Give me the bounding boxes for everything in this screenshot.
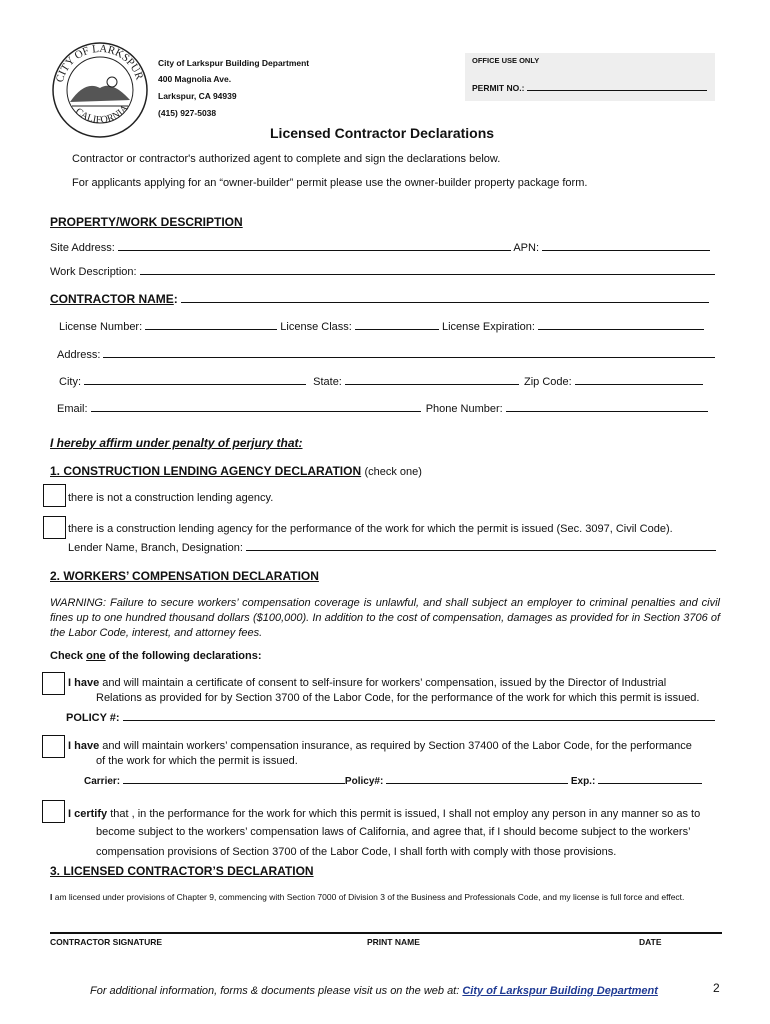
lending-check-one: (check one) bbox=[364, 466, 422, 478]
date-label: DATE bbox=[639, 937, 662, 947]
contractor-heading-row bbox=[50, 292, 709, 306]
exempt-checkbox[interactable] bbox=[42, 800, 65, 823]
signature-label: CONTRACTOR SIGNATURE bbox=[50, 937, 163, 947]
lending-yes-text: there is a construction lending agency for the performance of the work for which the permit is issued (Sec. 3097, Civil Code). bbox=[68, 523, 673, 535]
lending-no-checkbox[interactable] bbox=[43, 484, 66, 507]
intro-line-1: Contractor or contractor's authorized agent to complete and sign the declarations below. bbox=[72, 153, 501, 165]
licensed-text bbox=[50, 891, 720, 904]
permit-label-text: PERMIT NO.: bbox=[472, 83, 525, 93]
policy-row bbox=[66, 710, 715, 724]
exempt-line3: compensation provisions of Section 3700 of the Labor Code, I shall forth with comply with those provisions. bbox=[96, 846, 617, 858]
print-name-label: PRINT NAME bbox=[367, 937, 420, 947]
check-post: of the following declarations: bbox=[108, 650, 262, 662]
email-label: Email: bbox=[57, 403, 88, 415]
site-address-label: Site Address: bbox=[50, 242, 115, 254]
lending-heading-row bbox=[50, 464, 422, 478]
footer bbox=[90, 985, 658, 997]
footer-text: For additional information, forms & documents please visit us on the web at: bbox=[90, 985, 463, 997]
city-label: City: bbox=[59, 376, 81, 388]
lender-label: Lender Name, Branch, Designation: bbox=[68, 542, 243, 554]
exempt-text: that , in the performance for the work for which this permit is issued, I shall not employ any person in any manner so as to bbox=[107, 808, 701, 820]
apn-label: APN: bbox=[513, 242, 540, 254]
page-number: 2 bbox=[713, 981, 720, 995]
carrier-field[interactable] bbox=[123, 773, 345, 784]
dept-name: City of Larkspur Building Department bbox=[158, 58, 310, 68]
license-class-field[interactable] bbox=[355, 319, 439, 330]
office-use-label: OFFICE USE ONLY bbox=[472, 56, 540, 65]
address-row bbox=[57, 347, 715, 361]
signature-line[interactable] bbox=[50, 932, 722, 934]
zip-field[interactable] bbox=[575, 374, 703, 385]
insurance-line2: of the work for which the permit is issued. bbox=[96, 755, 298, 767]
state-field[interactable] bbox=[345, 374, 519, 385]
license-class-label: License Class: bbox=[280, 321, 352, 333]
phone-field[interactable] bbox=[506, 401, 708, 412]
lending-yes-checkbox[interactable] bbox=[43, 516, 66, 539]
affirm-statement: I hereby affirm under penalty of perjury that: bbox=[50, 436, 303, 450]
work-description-label: Work Description: bbox=[50, 266, 137, 278]
dept-phone: (415) 927-5038 bbox=[158, 108, 217, 118]
contractor-heading-colon: : bbox=[173, 292, 178, 306]
lender-field[interactable] bbox=[246, 540, 716, 551]
site-address-row bbox=[50, 240, 710, 254]
city-seal bbox=[50, 40, 150, 140]
email-field[interactable] bbox=[91, 401, 421, 412]
intro-line-2: For applicants applying for an “owner-builder” permit please use the owner-builder property package form. bbox=[72, 177, 588, 189]
insurance-line1 bbox=[68, 740, 692, 752]
svg-text:CALIFORNIA: CALIFORNIA bbox=[72, 103, 131, 126]
carrier-row bbox=[84, 773, 702, 787]
site-address-field[interactable] bbox=[118, 240, 511, 251]
carrier-label: Carrier: bbox=[84, 776, 121, 787]
insurance-lead: I have bbox=[68, 740, 100, 752]
exp-label: Exp.: bbox=[570, 776, 596, 787]
contractor-heading: CONTRACTOR NAME bbox=[50, 292, 174, 306]
self-insure-lead: I have bbox=[68, 677, 100, 689]
state-label: State: bbox=[313, 376, 342, 388]
work-description-field[interactable] bbox=[140, 264, 715, 275]
policy2-field[interactable] bbox=[386, 773, 568, 784]
address-field[interactable] bbox=[103, 347, 715, 358]
zip-label: Zip Code: bbox=[524, 376, 572, 388]
license-row bbox=[59, 319, 704, 333]
license-exp-field[interactable] bbox=[538, 319, 704, 330]
licensed-heading: 3. LICENSED CONTRACTOR’S DECLARATION bbox=[50, 864, 314, 878]
license-number-label: License Number: bbox=[59, 321, 143, 333]
self-insure-checkbox[interactable] bbox=[42, 672, 65, 695]
dept-address2: Larkspur, CA 94939 bbox=[158, 91, 237, 101]
lending-heading: 1. CONSTRUCTION LENDING AGENCY DECLARATION bbox=[50, 464, 362, 478]
contractor-name-field[interactable] bbox=[181, 292, 709, 303]
exempt-line1 bbox=[68, 808, 700, 820]
lending-no-text: there is not a construction lending agency. bbox=[68, 492, 274, 504]
apn-field[interactable] bbox=[542, 240, 710, 251]
policy2-label: Policy#: bbox=[344, 776, 384, 787]
city-field[interactable] bbox=[84, 374, 306, 385]
check-pre: Check bbox=[50, 650, 84, 662]
policy-field[interactable] bbox=[123, 710, 715, 721]
self-insure-line2: Relations as provided for by Section 3700 of the Labor Code, for the performance of the work for which this permit is issued. bbox=[96, 692, 700, 704]
policy-label: POLICY #: bbox=[66, 712, 120, 724]
email-row bbox=[57, 401, 708, 415]
lender-row bbox=[68, 540, 716, 554]
license-number-field[interactable] bbox=[145, 319, 277, 330]
self-insure-line1 bbox=[68, 677, 720, 689]
phone-label: Phone Number: bbox=[425, 403, 503, 415]
self-insure-text: and will maintain a certificate of consent to self-insure for workers’ compensation, issued by the Director of Industrial bbox=[99, 677, 667, 689]
address-label: Address: bbox=[57, 349, 101, 361]
permit-no-label bbox=[472, 80, 707, 93]
city-row bbox=[59, 374, 703, 388]
insurance-text: and will maintain workers’ compensation insurance, as required by Section 37400 of the Labor Code, for the performance bbox=[99, 740, 692, 752]
exempt-line2: become subject to the workers’ compensation laws of California, and agree that, if I should become subject to the workers’ bbox=[96, 826, 691, 838]
insurance-checkbox[interactable] bbox=[42, 735, 65, 758]
permit-no-field[interactable] bbox=[527, 80, 707, 91]
license-exp-label: License Expiration: bbox=[441, 321, 535, 333]
workers-warning: WARNING: Failure to secure workers’ compensation coverage is unlawful, and shall subject an employer to criminal penalties and civil fines up to one hundred thousand dollars ($100,000). In addition to the cost of compensation, damages as provided for in Section 3706 of the Labor Code, interest, and attorney fees. bbox=[50, 597, 720, 639]
page-title: Licensed Contractor Declarations bbox=[270, 125, 495, 141]
dept-address1: 400 Magnolia Ave. bbox=[158, 74, 232, 84]
exp-field[interactable] bbox=[598, 773, 702, 784]
licensed-body: am licensed under provisions of Chapter 9, commencing with Section 7000 of Division 3 of the Business and Professionals Code, and my license is full force and effect. bbox=[52, 892, 685, 902]
work-description-row bbox=[50, 264, 715, 278]
check-one-row bbox=[50, 650, 262, 662]
footer-link[interactable]: City of Larkspur Building Department bbox=[462, 985, 658, 997]
property-heading: PROPERTY/WORK DESCRIPTION bbox=[50, 215, 243, 229]
check-one: one bbox=[86, 650, 106, 662]
workers-heading: 2. WORKERS’ COMPENSATION DECLARATION bbox=[50, 569, 319, 583]
exempt-lead: I certify bbox=[68, 808, 108, 820]
licensed-lead: I bbox=[50, 892, 53, 902]
svg-text:CITY OF LARKSPUR: CITY OF LARKSPUR bbox=[53, 42, 146, 84]
